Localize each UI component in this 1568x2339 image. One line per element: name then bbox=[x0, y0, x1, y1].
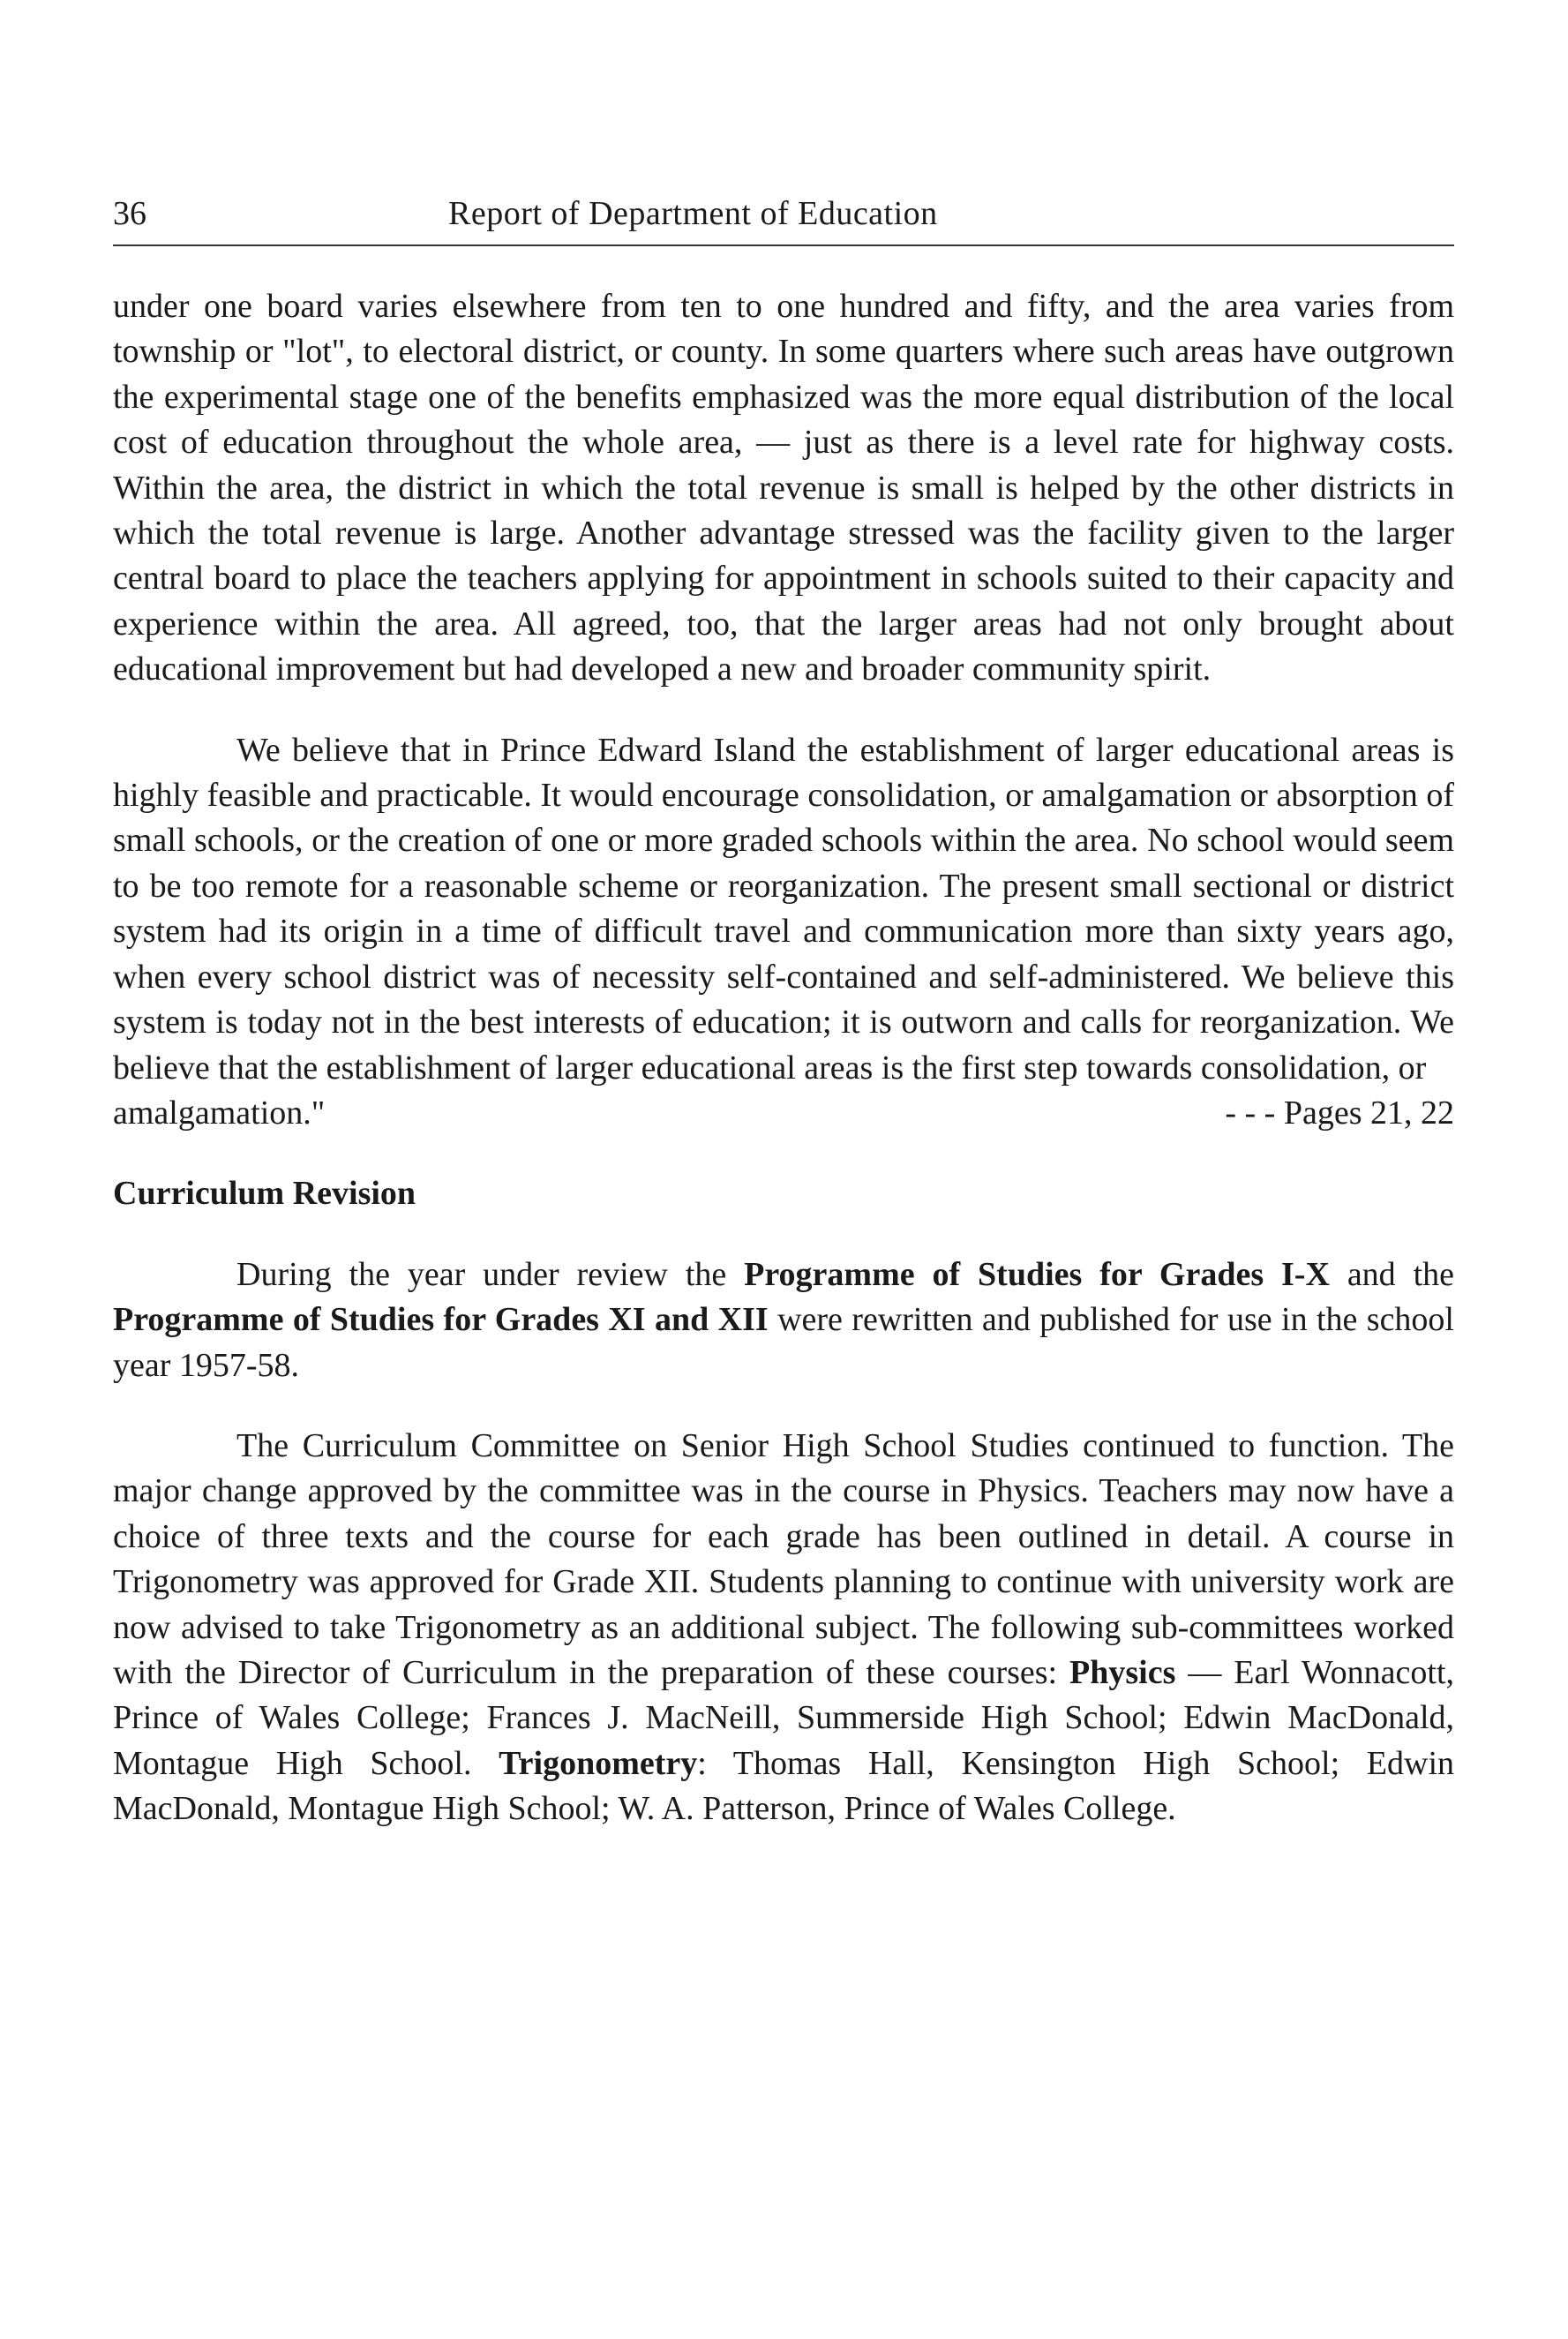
section-spacer bbox=[113, 1136, 1454, 1171]
running-head bbox=[113, 187, 1454, 240]
text-run: were rewritten and published for use in the school year 1957-58. bbox=[113, 1301, 1454, 1384]
paragraph-spacer bbox=[113, 1388, 1454, 1424]
bold-programme-title: Programme of Studies for Grades I-X bbox=[744, 1255, 1330, 1293]
heading-spacer bbox=[113, 1217, 1454, 1252]
quote-last-words: amalgamation." bbox=[113, 1094, 326, 1132]
bold-subject-physics: Physics bbox=[1069, 1653, 1176, 1691]
paragraph-curriculum-programmes bbox=[113, 1252, 1454, 1388]
quote-closing-line bbox=[113, 1091, 1454, 1136]
text-run: During the year under review the bbox=[236, 1255, 745, 1293]
paragraph-quote: We believe that in Prince Edward Island the establishment of larger educational areas is highly feasible and practicable. It would encourage consolidation, or amalgamation or absorption of small schools, or the creation of one or more graded schools within the area. No school would seem to be too remote for a reasonable scheme or reorganization. The present small sectional or district system had its origin in a time of difficult travel and communication more than sixty years ago, when every school district was of necessity self-contained and self-administered. We believe this system is today not in the best interests of education; it is outworn and calls for reorganization. We believe that the establishment of larger educational areas is the first step towards consolidation, or bbox=[113, 731, 1454, 1087]
running-title: Report of Department of Education bbox=[448, 195, 938, 232]
paragraph-continued: under one board varies elsewhere from ten to one hundred and fifty, and the area varies from township or "lot", to electoral district, or county. In some quarters where such areas have outgrown the experimental stage one of the benefits emphasized was the more equal distribution of the local cost of education throughout the whole area, — just as there is a level rate for highway costs. Within the area, the district in which the total revenue is small is helped by the other districts in which the total revenue is large. Another advantage stressed was the facility given to the larger central board to place the teachers applying for appointment in schools suited to their capacity and experience within the area. All agreed, too, that the larger areas had not only brought about educational improvement but had developed a new and broader community spirit. bbox=[113, 288, 1454, 688]
text-run: The Curriculum Committee on Senior High School Studies continued to function. The major change approved by the committee was in the course in Physics. Teachers may now have a choice of three texts and the course for each grade has been outlined in detail. A course in Trigonometry was approved for Grade XII. Students planning to continue with university work are now advised to take Trigonometry as an additional subject. The following sub-committees worked with the Director of Curriculum in the preparation of these courses: bbox=[113, 1426, 1454, 1691]
text-run: — Earl Wonnacott, Prince of Wales College; Frances J. MacNeill, Summerside High School; Edwin MacDonald, Montague High School. bbox=[113, 1653, 1455, 1782]
paragraph-spacer bbox=[113, 693, 1454, 728]
bold-subject-trigonometry: Trigonometry bbox=[499, 1744, 698, 1782]
section-heading: Curriculum Revision bbox=[113, 1175, 416, 1213]
text-run: and the bbox=[1329, 1255, 1454, 1293]
quote-citation: - - - Pages 21, 22 bbox=[1225, 1094, 1454, 1132]
paragraph-committee bbox=[113, 1424, 1454, 1832]
text-run: : Thomas Hall, Kensington High School; Edwin MacDonald, Montague High School; W. A. Patterson, Prince of Wales College. bbox=[113, 1744, 1455, 1828]
header-rule bbox=[113, 244, 1454, 246]
page-number: 36 bbox=[113, 195, 146, 232]
body-text bbox=[113, 284, 1454, 1832]
bold-programme-title: Programme of Studies for Grades XI and XII bbox=[113, 1301, 769, 1339]
